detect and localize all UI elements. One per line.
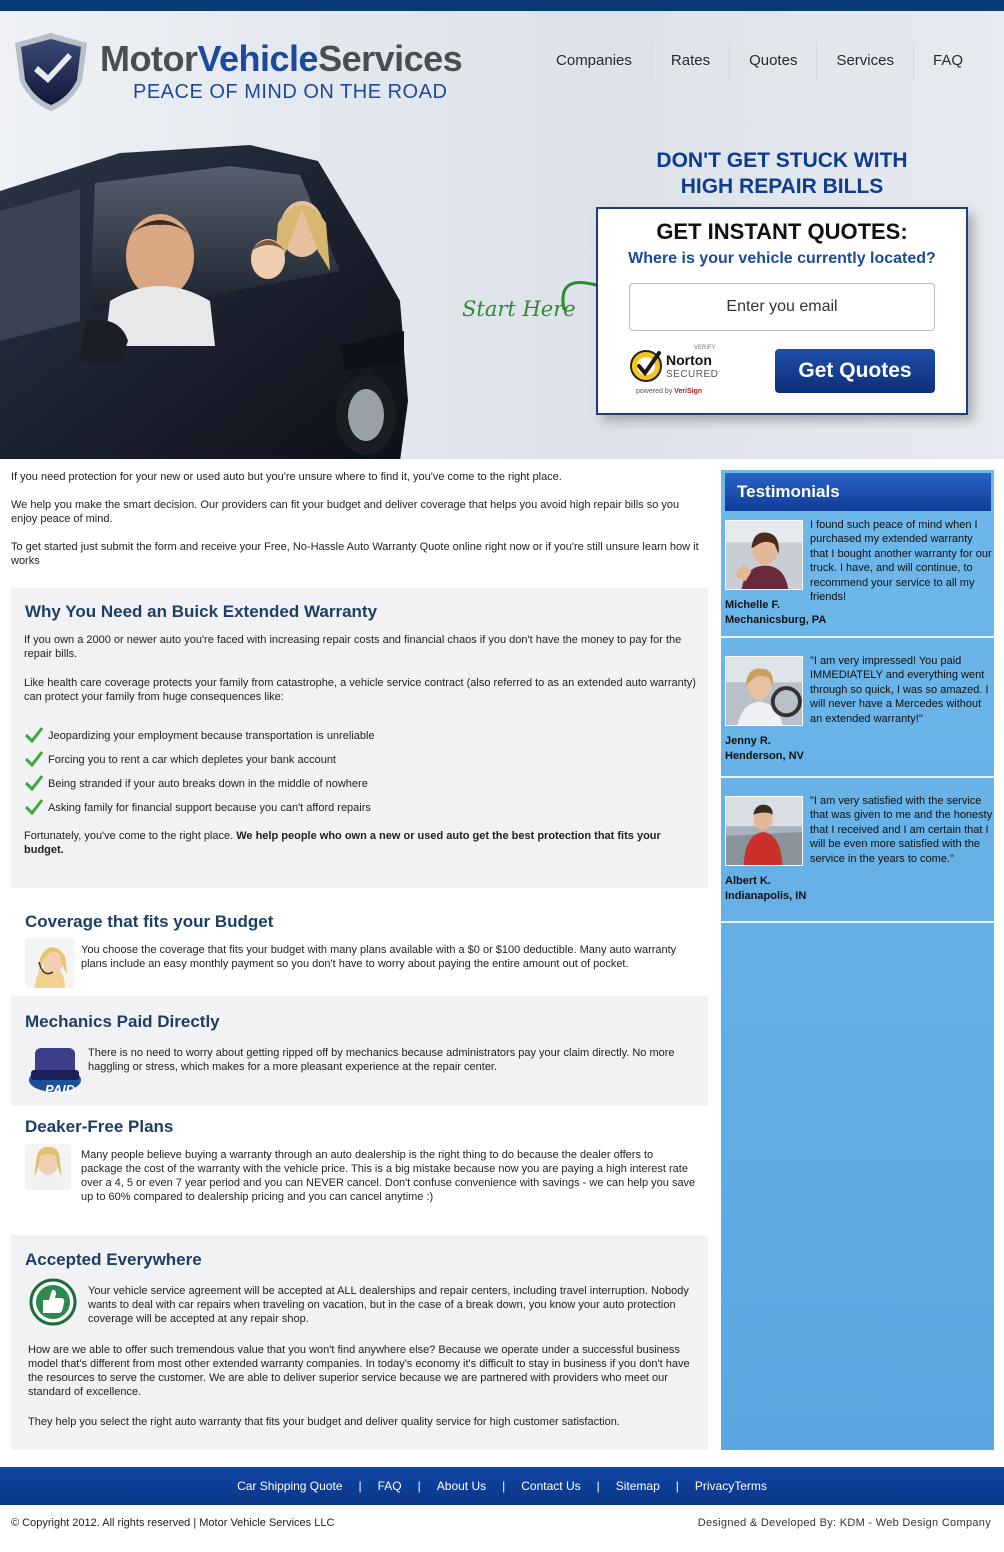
badge-secured: SECURED — [666, 369, 719, 380]
badge-verify: VERIFY — [694, 345, 716, 351]
brand-tagline: PEACE OF MIND ON THE ROAD — [133, 81, 448, 103]
email-input[interactable] — [629, 283, 935, 331]
dealer-heading: Deaker-Free Plans — [25, 1117, 174, 1136]
mechanics-text: There is no need to worry about getting ripped off by mechanics because administrators pay your claim directly. No more haggling or stress, which makes for a more pleasant experience at the repair center. — [88, 1047, 675, 1073]
footer-separator: | — [417, 1479, 421, 1493]
why-paragraph: Like health care coverage protects your family from catastrophe, a vehicle service contract (also referred to as an extended auto warranty) can protect your family from huge consequences like: — [24, 677, 696, 703]
why-list — [25, 724, 375, 820]
mechanics-section — [11, 996, 708, 1106]
testimonial-author: Albert K. Indianapolis, IN — [725, 875, 807, 902]
start-here-label: Start Here — [462, 297, 576, 321]
accepted-paragraph: They help you select the right auto warranty that fits your budget and deliver quality service for high customer satisfaction. — [28, 1416, 620, 1428]
michelle-photo — [725, 520, 803, 590]
testimonial-card — [721, 780, 994, 923]
coverage-heading: Coverage that fits your Budget — [25, 912, 274, 931]
top-bar — [0, 0, 1004, 11]
shield-check-icon[interactable] — [12, 31, 90, 113]
nav-faq[interactable]: FAQ — [913, 42, 982, 80]
checkmark-icon — [25, 727, 43, 743]
list-item: Forcing you to rent a car which depletes your bank account — [25, 748, 375, 772]
paid-stamp-icon — [25, 1040, 83, 1096]
thumbs-up-icon — [25, 1278, 81, 1326]
accepted-heading: Accepted Everywhere — [25, 1250, 202, 1269]
footer-separator: | — [358, 1479, 362, 1493]
brand-name[interactable]: MotorVehicleServices — [100, 38, 463, 79]
footer-link-car-shipping[interactable]: Car Shipping Quote — [237, 1479, 343, 1493]
intro-paragraph: To get started just submit the form and receive your Free, No-Hassle Auto Warranty Quote online right now or if you're still unsure learn how it works — [11, 541, 699, 567]
checkmark-icon — [25, 751, 43, 767]
checkmark-icon — [25, 799, 43, 815]
testimonials-heading: Testimonials — [725, 473, 991, 511]
main-nav — [537, 41, 982, 81]
testimonial-card — [721, 514, 994, 638]
footer-links-bar — [0, 1467, 1004, 1505]
testimonial-author: Jenny R. Henderson, NV — [725, 735, 804, 762]
nav-services[interactable]: Services — [816, 42, 913, 80]
woman-headset-photo — [25, 938, 75, 988]
coverage-section — [11, 898, 708, 994]
checkmark-icon — [25, 775, 43, 791]
testimonial-quote: I found such peace of mind when I purchased my extended warranty that I bought another warranty for our truck. I have, and will continue, to recommend your service to all my friends! — [810, 519, 992, 604]
quote-form-title: GET INSTANT QUOTES: — [656, 219, 908, 244]
intro-paragraph: If you need protection for your new or used auto but you're unsure where to find it, you've come to the right place. — [11, 471, 562, 483]
designer-credit[interactable]: Designed & Developed By: KDM - Web Design Company — [697, 1517, 991, 1529]
nav-quotes[interactable]: Quotes — [729, 42, 816, 80]
intro-text — [11, 470, 708, 582]
footer-link-about[interactable]: About Us — [436, 1479, 487, 1493]
dealer-section — [11, 1108, 708, 1230]
testimonials-sidebar — [721, 470, 994, 1450]
why-heading: Why You Need an Buick Extended Warranty — [25, 602, 378, 621]
accepted-section — [11, 1235, 708, 1450]
footer-link-faq[interactable]: FAQ — [377, 1479, 402, 1493]
promo-headline: DON'T GET STUCK WITH HIGH REPAIR BILLS — [656, 149, 908, 198]
footer-separator: | — [675, 1479, 679, 1493]
list-item: Asking family for financial support because you can't afford repairs — [25, 796, 375, 820]
why-section — [11, 588, 708, 888]
nav-rates[interactable]: Rates — [651, 42, 729, 80]
why-paragraph: If you own a 2000 or newer auto you're faced with increasing repair costs and financial chaos if you don't have the money to pay for the repair bills. — [24, 634, 682, 660]
testimonial-card — [721, 640, 994, 778]
paid-stamp-text: PAID — [45, 1082, 76, 1096]
norton-check-icon — [628, 348, 664, 384]
accepted-paragraph: How are we able to offer such tremendous value that you won't find anywhere else? Because we operate under a successful business model that's different from most other extended warranty companies. In today's economy it's difficult to stay in business if you don't have the resources to serve the customer. We are able to deliver superior service because we are partnered with providers who meet our standard of excellence. — [28, 1344, 690, 1398]
testimonial-author: Michelle F. Mechanicsburg, PA — [725, 599, 827, 626]
why-closing: Fortunately, you've come to the right place. We help people who own a new or used auto get the best protection that fits your budget. — [24, 830, 661, 856]
intro-paragraph: We help you make the smart decision. Our providers can fit your budget and deliver coverage that helps you avoid high repair bills so you enjoy peace of mind. — [11, 499, 680, 525]
footer-separator: | — [502, 1479, 506, 1493]
mechanics-heading: Mechanics Paid Directly — [25, 1012, 220, 1031]
norton-secured-badge[interactable] — [628, 345, 728, 401]
footer-link-sitemap[interactable]: Sitemap — [615, 1479, 660, 1493]
testimonial-quote: "I am very impressed! You paid IMMEDIATELY and everything went through so quick, I was so amazed. I will never have a Mercedes without an extended warranty!" — [810, 655, 989, 725]
footer-link-contact[interactable]: Contact Us — [521, 1479, 581, 1493]
hero-banner — [0, 11, 1004, 459]
quote-form-subtitle: Where is your vehicle currently located? — [628, 250, 936, 267]
list-item: Being stranded if your auto breaks down in the middle of nowhere — [25, 772, 375, 796]
get-quotes-button[interactable]: Get Quotes — [775, 349, 935, 393]
coverage-text: You choose the coverage that fits your budget with many plans available with a $0 or $100 deductible. Many auto warranty plans include an easy monthly payment so you don't have to worry about paying the entire amount out of pocket. — [81, 944, 677, 970]
copyright-text: © Copyright 2012. All rights reserved | Motor Vehicle Services LLC — [11, 1517, 335, 1529]
footer-separator: | — [596, 1479, 600, 1493]
dealer-text: Many people believe buying a warranty through an auto dealership is the right thing to do because the dealer offers to package the cost of the warranty with the vehicle price. This is a big mistake because now you are paying a high interest rate over a 4, 5 or even 7 year period and you can NEVER cancel. Don't confuse convenience with savings - we can help you save up to 60% compared to dealership pricing and you can cancel anytime :) — [81, 1149, 696, 1203]
family-car-photo — [0, 131, 410, 459]
testimonial-quote: "I am very satisfied with the service that was given to me and the honesty that I received and I am certain that I will be even more satisfied with the service in the years to come." — [810, 795, 993, 865]
jenny-photo — [725, 656, 803, 726]
badge-name: Norton — [666, 352, 712, 368]
albert-photo — [725, 796, 803, 866]
accepted-paragraph: Your vehicle service agreement will be accepted at ALL dealerships and repair centers, including travel interruption. Nobody wants to deal with car repairs when traveling on vacation, but in the case of a break down, you know your auto protection coverage will be accepted at any repair shop. — [88, 1285, 689, 1325]
list-item: Jeopardizing your employment because transportation is unreliable — [25, 724, 375, 748]
quote-form — [596, 207, 968, 415]
blonde-woman-photo — [25, 1144, 71, 1190]
nav-companies[interactable]: Companies — [556, 52, 632, 69]
footer-link-privacy[interactable]: PrivacyTerms — [694, 1479, 767, 1493]
badge-powered: powered by VeriSign — [636, 388, 703, 395]
